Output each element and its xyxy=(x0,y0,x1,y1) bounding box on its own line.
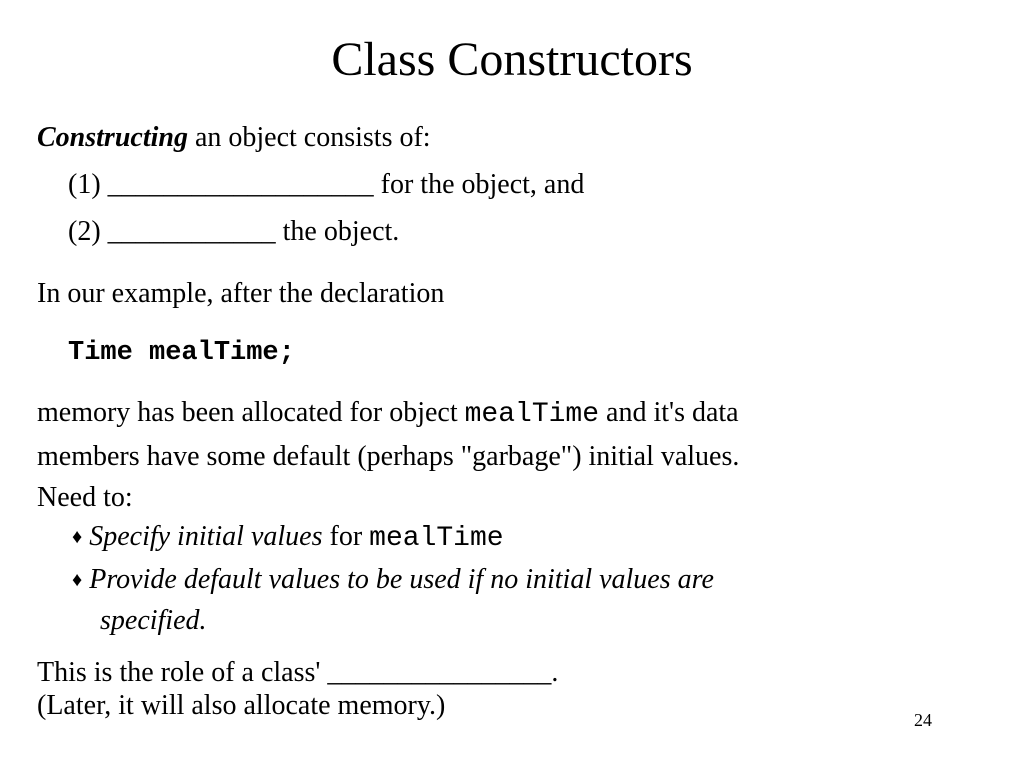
step-1: (1) ___________________ for the object, and xyxy=(68,169,585,200)
later-line: (Later, it will also allocate memory.) xyxy=(37,690,446,721)
intro-rest: an object consists of: xyxy=(187,122,431,153)
bullet-2-continuation: specified. xyxy=(100,605,207,636)
role-line: This is the role of a class' ________________. xyxy=(37,657,559,688)
need-to-label: Need to: xyxy=(37,482,133,513)
bullet-1-italic: Specify initial values xyxy=(89,521,323,552)
bullet-1 xyxy=(72,521,504,555)
page-number: 24 xyxy=(914,710,932,730)
bullet-2 xyxy=(72,564,714,596)
example-intro: In our example, after the declaration xyxy=(37,278,445,309)
memory-code: mealTime xyxy=(464,399,600,430)
intro-emphasis: Constructing xyxy=(37,122,188,153)
bullet-1-plain: for xyxy=(322,521,370,552)
bullet-1-code: mealTime xyxy=(369,523,504,554)
slide-title: Class Constructors xyxy=(331,33,693,86)
memory-line-2: members have some default (perhaps "garbage") initial values. xyxy=(37,441,740,472)
intro-line xyxy=(37,122,431,154)
memory-line-1 xyxy=(37,397,739,431)
memory-text-before: memory has been allocated for object xyxy=(37,397,465,428)
code-declaration: Time mealTime; xyxy=(68,338,295,368)
diamond-bullet-icon: ♦ xyxy=(72,569,83,591)
bullet-2-italic: Provide default values to be used if no initial values are xyxy=(89,564,714,595)
step-2: (2) ____________ the object. xyxy=(68,216,400,247)
memory-text-after: and it's data xyxy=(599,397,739,428)
diamond-bullet-icon: ♦ xyxy=(72,526,83,548)
